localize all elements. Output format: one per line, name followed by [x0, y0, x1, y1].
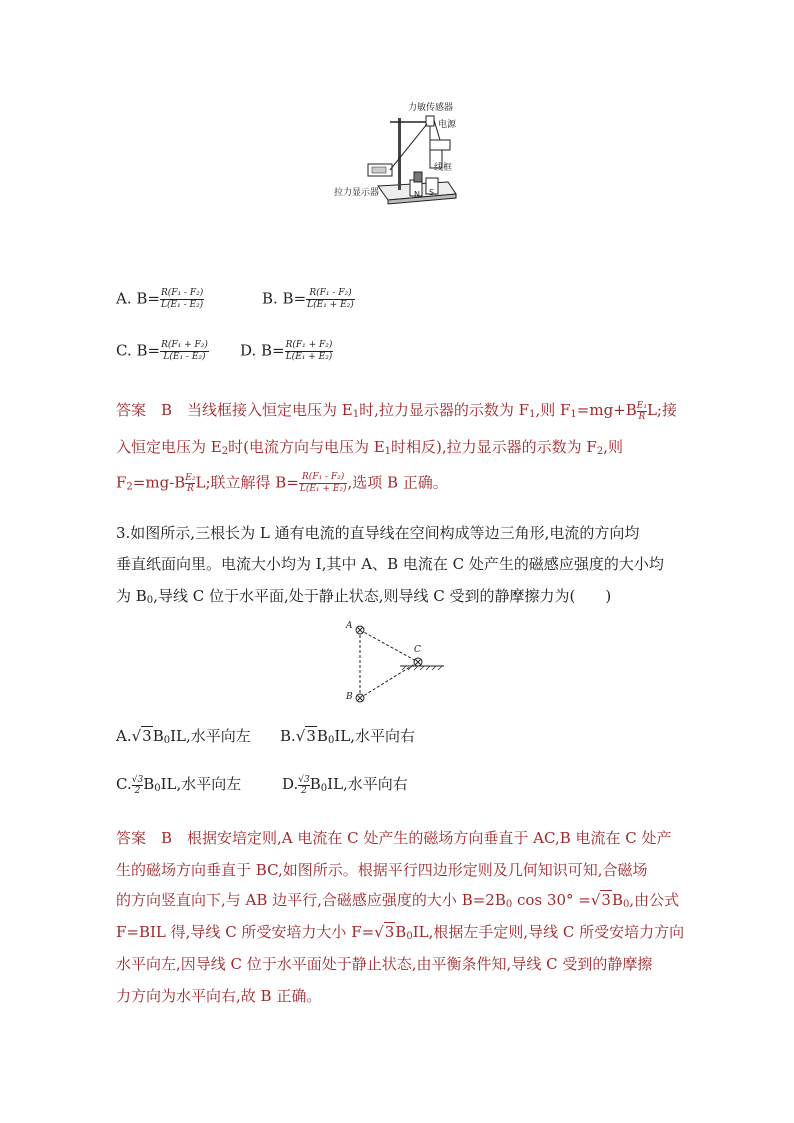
subscript: 2 — [596, 446, 604, 457]
fraction-numerator: √3 — [298, 774, 310, 785]
text: ,选项 B 正确。 — [347, 473, 448, 492]
fraction-denominator: 2 — [134, 785, 141, 796]
subscript: 0 — [146, 595, 154, 606]
question3-line2: 垂直纸面向里。电流大小均为 I,其中 A、B 电流在 C 处产生的磁感应强度的大小均 — [116, 555, 664, 573]
text: A. — [116, 727, 132, 745]
fraction-denominator: L(E₁ + E₂) — [299, 484, 347, 494]
sqrt: √3 — [374, 923, 395, 941]
answer1-line3 — [116, 472, 448, 498]
label-display: 拉力显示器 — [334, 188, 380, 198]
text: 为 B — [116, 587, 147, 605]
radicand: 3 — [384, 923, 395, 941]
triangle-figure — [340, 618, 450, 708]
q3-option-c — [116, 774, 241, 799]
answer3-line6: 力方向为水平向右,故 B 正确。 — [116, 987, 322, 1005]
text: L;接 — [646, 401, 677, 419]
option-b-prefix: B. B= — [262, 289, 307, 308]
label-c: C — [414, 645, 421, 655]
text: B. — [280, 727, 296, 745]
answer3-line2: 生的磁场方向垂直于 BC,如图所示。根据平行四边形定则及几何知识可知,合磁场 — [116, 861, 648, 879]
fraction-numerator: √3 — [131, 774, 144, 785]
option-d — [240, 340, 333, 363]
text: B — [395, 923, 407, 941]
text: C. — [116, 775, 132, 793]
fraction-numerator: E₁ — [636, 400, 647, 411]
text: ,由公式 — [629, 891, 680, 909]
answer3-line5: 水平向左,因导线 C 位于水平面处于静止状态,由平衡条件知,导线 C 受到的静摩擦 — [116, 955, 653, 973]
fraction-numerator: R(F₁ + F₂) — [285, 340, 333, 350]
text: IL,水平向左 — [170, 727, 251, 745]
label-power: 电源 — [438, 120, 457, 130]
text: 时,拉力显示器的示数为 F — [359, 401, 530, 419]
answer3-line3 — [116, 890, 679, 915]
fraction-denominator: L(E₁ - E₂) — [161, 300, 204, 310]
q3-option-a — [116, 726, 251, 751]
fraction-numerator: R(F₁ + F₂) — [161, 340, 208, 350]
option-a — [116, 288, 204, 311]
subscript: 0 — [406, 931, 413, 942]
sqrt: √3 — [295, 727, 316, 745]
option-d-fraction — [285, 340, 334, 363]
option-a-fraction — [160, 288, 204, 311]
sqrt: √3 — [131, 727, 152, 745]
option-c-prefix: C. B= — [116, 341, 161, 360]
text: =mg-B — [132, 473, 186, 492]
text: F — [116, 473, 127, 492]
fraction-numerator: R(F₁ - F₂) — [299, 472, 348, 484]
answer1-line2 — [116, 437, 623, 462]
subscript: 2 — [126, 481, 133, 493]
label-s: S — [429, 188, 435, 197]
text: ,则 — [603, 438, 624, 456]
fraction-denominator: L(E₁ + E₂) — [285, 352, 333, 362]
fraction-denominator: 2 — [301, 785, 307, 796]
sqrt: √3 — [590, 891, 611, 909]
text: ,则 F — [535, 401, 571, 419]
label-a: A — [346, 621, 353, 631]
question3-line1: 3.如图所示,三根长为 L 通有电流的直导线在空间构成等边三角形,电流的方向均 — [116, 524, 640, 542]
fraction-numerator: E₂ — [185, 473, 196, 483]
fraction-numerator: R(F₁ - F₂) — [160, 288, 204, 298]
text: L;联立解得 B= — [195, 473, 299, 492]
text: B — [152, 727, 164, 745]
label-n: N — [414, 190, 420, 199]
text: IL,水平向左 — [160, 775, 242, 793]
radicand: 3 — [306, 727, 316, 745]
text: 的方向竖直向下,与 AB 边平行,合磁感应强度的大小 B=2B — [116, 891, 506, 909]
text: B — [611, 891, 623, 909]
text: F=BIL 得,导线 C 所受安培力大小 F= — [116, 923, 375, 941]
fraction-numerator: R(F₁ - F₂) — [306, 288, 355, 300]
q3-option-d — [282, 774, 408, 799]
answer1-line1 — [116, 400, 677, 425]
text: B — [143, 775, 155, 793]
subscript: 1 — [384, 446, 392, 457]
text: D. — [282, 775, 299, 793]
text: 入恒定电压为 E — [116, 438, 222, 456]
fraction — [132, 775, 143, 796]
fraction — [298, 775, 309, 796]
answer3-line4 — [116, 922, 684, 947]
fraction-denominator: L(E₁ - E₂) — [163, 352, 206, 362]
q3-option-b — [280, 726, 415, 751]
text: B — [316, 727, 328, 745]
radicand: 3 — [601, 891, 611, 909]
question3-line3 — [116, 586, 611, 611]
text: 时(电流方向与电压为 E — [228, 438, 385, 456]
label-frame: 线框 — [434, 163, 453, 173]
subscript: 0 — [622, 899, 630, 910]
answer3-line1: 答案 B 根据安培定则,A 电流在 C 处产生的磁场方向垂直于 AC,B 电流在 C 处产 — [116, 829, 672, 847]
subscript: 2 — [221, 446, 229, 457]
option-a-prefix: A. B= — [116, 289, 160, 308]
text: =mg+B — [576, 401, 637, 419]
subscript: 1 — [570, 409, 577, 420]
subscript: 0 — [320, 783, 328, 794]
text: IL,水平向右 — [334, 727, 415, 745]
fraction — [185, 473, 195, 494]
text: B — [309, 775, 321, 793]
option-b — [262, 288, 355, 311]
subscript: 0 — [163, 735, 171, 746]
fraction — [637, 401, 647, 422]
text: 时相反),拉力显示器的示数为 F — [391, 438, 597, 456]
option-d-prefix: D. B= — [240, 341, 285, 360]
fraction-denominator: R — [638, 411, 646, 422]
subscript: 0 — [327, 735, 335, 746]
text: IL,根据左手定则,导线 C 所受安培力方向 — [412, 923, 685, 941]
text: IL,水平向右 — [327, 775, 408, 793]
option-b-fraction — [306, 288, 355, 311]
text: cos 30° = — [512, 891, 591, 909]
fraction-denominator: R — [187, 484, 194, 494]
subscript: 0 — [505, 899, 513, 910]
radicand: 3 — [142, 727, 152, 745]
text: ,导线 C 位于水平面,处于静止状态,则导线 C 受到的静摩擦力为( ) — [153, 587, 612, 605]
fraction — [299, 472, 348, 495]
option-c — [116, 340, 209, 363]
label-b: B — [346, 692, 353, 702]
fraction-denominator: L(E₁ + E₂) — [307, 300, 354, 310]
text: 答案 B 当线框接入恒定电压为 E — [116, 401, 353, 419]
label-sensor: 力敏传感器 — [408, 103, 454, 113]
subscript: 1 — [352, 409, 360, 420]
subscript: 1 — [529, 409, 536, 420]
option-c-fraction — [160, 340, 209, 363]
subscript: 0 — [154, 783, 161, 794]
